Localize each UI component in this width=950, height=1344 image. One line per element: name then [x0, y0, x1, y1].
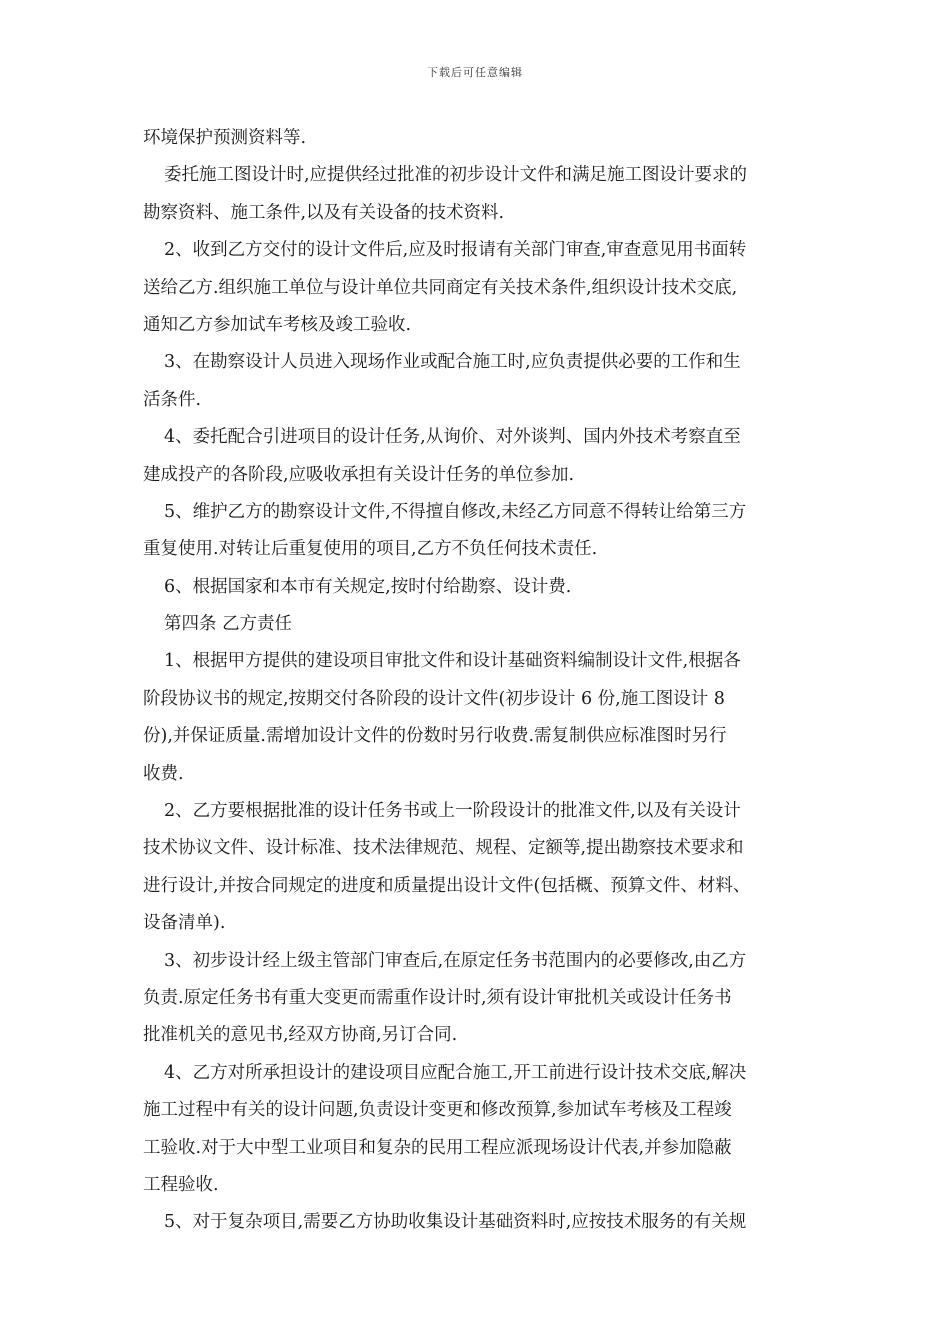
text-line: 通知乙方参加试车考核及竣工验收.: [143, 314, 412, 335]
text-line: 5、维护乙方的勘察设计文件,不得擅自修改,未经乙方同意不得转让给第三方: [164, 501, 747, 522]
text-line: 施工过程中有关的设计问题,负责设计变更和修改预算,参加试车考核及工程竣: [143, 1100, 732, 1121]
text-line: 6、根据国家和本市有关规定,按时付给勘察、设计费.: [164, 576, 572, 597]
text-line: 批准机关的意见书,经双方协商,另订合同.: [143, 1025, 458, 1046]
document-body: [143, 120, 809, 1242]
text-line: 2、乙方要根据批准的设计任务书或上一阶段设计的批准文件,以及有关设计: [164, 801, 741, 822]
text-line: 技术协议文件、设计标准、技术法律规范、规程、定额等,提出勘察技术要求和: [143, 838, 744, 859]
text-line: 重复使用.对转让后重复使用的项目,乙方不负任何技术责任.: [143, 539, 598, 560]
text-line: 进行设计,并按合同规定的进度和质量提出设计文件(包括概、预算文件、材料、: [143, 875, 751, 896]
text-line: 收费.: [143, 763, 184, 784]
text-line: 份),并保证质量.需增加设计文件的份数时另行收费.需复制供应标准图时另行: [143, 726, 727, 747]
page-header: 下载后可任意编辑: [427, 66, 523, 79]
text-line: 1、根据甲方提供的建设项目审批文件和设计基础资料编制设计文件,根据各: [164, 651, 741, 672]
text-line: 3、在勘察设计人员进入现场作业或配合施工时,应负责提供必要的工作和生: [164, 352, 741, 373]
text-line: 2、收到乙方交付的设计文件后,应及时报请有关部门审查,审查意见用书面转: [164, 240, 747, 261]
text-line: 环境保护预测资料等.: [143, 128, 307, 148]
text-line: 工程验收.: [143, 1174, 219, 1195]
text-line: 5、对于复杂项目,需要乙方协助收集设计基础资料时,应按技术服务的有关规: [164, 1212, 747, 1233]
text-line: 建成投产的各阶段,应吸收承担有关设计任务的单位参加.: [143, 464, 575, 485]
text-line: 阶段协议书的规定,按期交付各阶段的设计文件(初步设计 6 份,施工图设计 8: [143, 688, 725, 709]
text-line: 4、委托配合引进项目的设计任务,从询价、对外谈判、国内外技术考察直至: [164, 427, 741, 448]
text-line: 勘察资料、施工条件,以及有关设备的技术资料.: [143, 202, 505, 223]
text-line: 设备清单).: [143, 913, 226, 934]
text-line: 4、乙方对所承担设计的建设项目应配合施工,开工前进行设计技术交底,解决: [164, 1062, 747, 1083]
text-line: 工验收.对于大中型工业项目和复杂的民用工程应派现场设计代表,并参加隐蔽: [143, 1137, 732, 1158]
text-line: 活条件.: [143, 389, 202, 410]
text-line: 负责.原定任务书有重大变更而需重作设计时,须有设计审批机关或设计任务书: [143, 987, 732, 1008]
text-line: 3、初步设计经上级主管部门审查后,在原定任务书范围内的必要修改,由乙方: [164, 950, 747, 971]
text-line: 第四条 乙方责任: [164, 614, 293, 635]
text-line: 委托施工图设计时,应提供经过批准的初步设计文件和满足施工图设计要求的: [164, 165, 748, 186]
text-line: 送给乙方.组织施工单位与设计单位共同商定有关技术条件,组织设计技术交底,: [143, 277, 738, 298]
